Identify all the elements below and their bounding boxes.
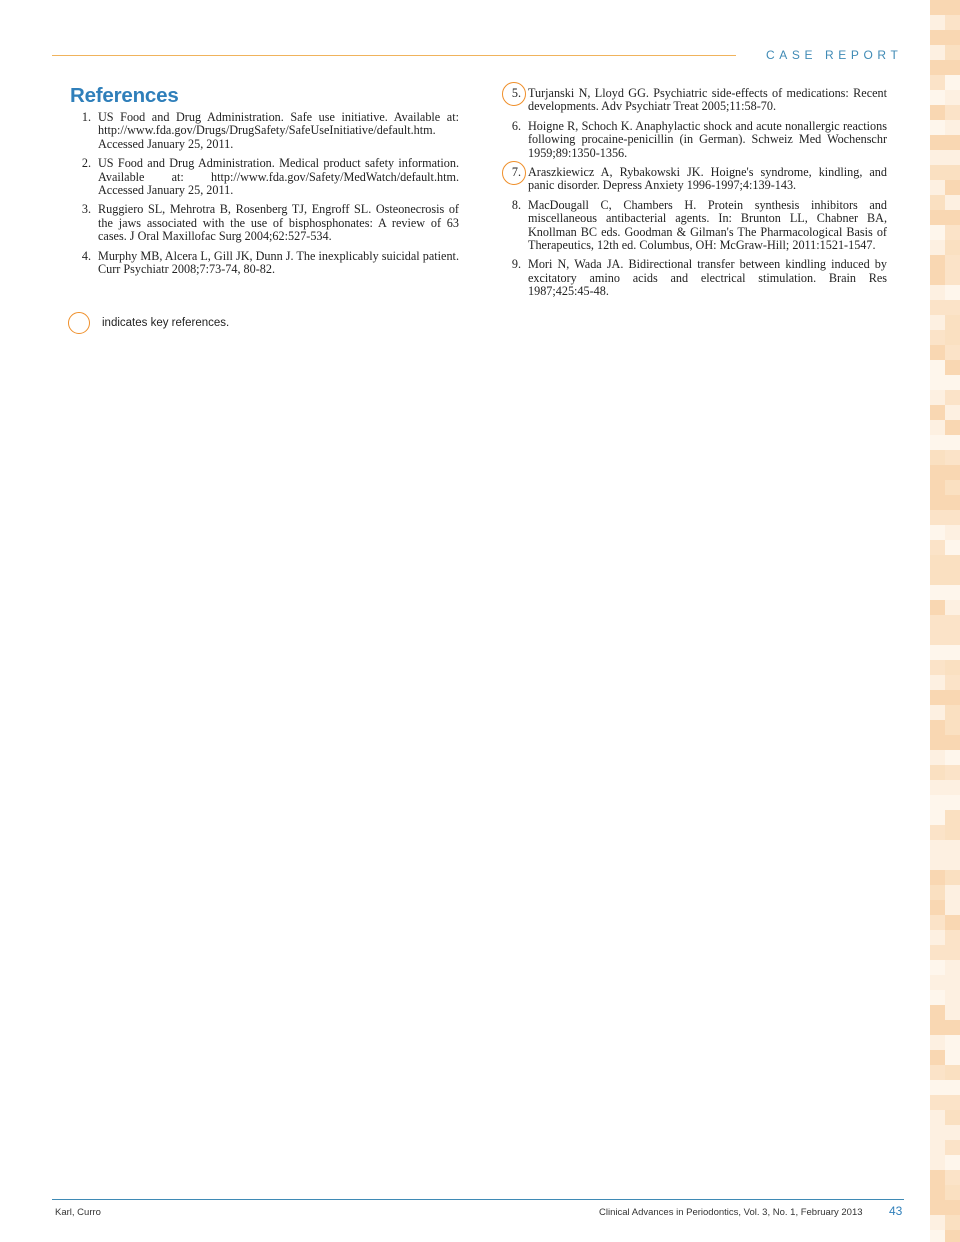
pattern-cell: [945, 1110, 960, 1125]
pattern-cell: [945, 885, 960, 900]
pattern-cell: [930, 0, 945, 15]
pattern-cell: [945, 690, 960, 705]
pattern-cell: [945, 630, 960, 645]
pattern-cell: [930, 1050, 945, 1065]
reference-text: MacDougall C, Chambers H. Protein synthesis inhibitors and miscellaneous antibacterial agents. In: Brunton LL, Chabner BA, Knollman BC eds. Goodman & Gilman's The Pharmacological Basis of Therapeutics, 12th ed. Columbus, OH: McGraw-Hill; 2011:1521-1547.: [528, 197, 887, 253]
pattern-cell: [930, 390, 945, 405]
pattern-cell: [945, 180, 960, 195]
pattern-cell: [945, 1155, 960, 1170]
pattern-cell: [945, 450, 960, 465]
reference-text: Turjanski N, Lloyd GG. Psychiatric side-effects of medications: Recent developments. Adv Psychiatr Treat 2005;11:58-70.: [528, 86, 887, 114]
pattern-cell: [945, 195, 960, 210]
reference-item: [497, 258, 887, 298]
pattern-cell: [930, 555, 945, 570]
pattern-cell: [945, 960, 960, 975]
pattern-cell: [930, 435, 945, 450]
pattern-cell: [930, 720, 945, 735]
pattern-cell: [945, 1140, 960, 1155]
pattern-cell: [945, 870, 960, 885]
pattern-cell: [930, 900, 945, 915]
pattern-cell: [945, 285, 960, 300]
pattern-cell: [945, 75, 960, 90]
reference-item: [497, 120, 887, 160]
pattern-cell: [945, 240, 960, 255]
reference-number: 8.: [511, 197, 521, 212]
pattern-cell: [945, 645, 960, 660]
pattern-cell: [930, 1065, 945, 1080]
pattern-cell: [930, 420, 945, 435]
reference-text: Murphy MB, Alcera L, Gill JK, Dunn J. The inexplicably suicidal patient. Curr Psychiatr 2008;7:73-74, 80-82.: [98, 248, 459, 277]
pattern-cell: [930, 855, 945, 870]
pattern-cell: [930, 195, 945, 210]
pattern-cell: [930, 615, 945, 630]
pattern-cell: [945, 1125, 960, 1140]
reference-text: US Food and Drug Administration. Safe use initiative. Available at: http://www.fda.gov/Drugs/DrugSafety/SafeUseInitiative/default.htm. Accessed January 25, 2011.: [98, 110, 459, 151]
pattern-cell: [945, 420, 960, 435]
pattern-cell: [945, 45, 960, 60]
pattern-cell: [930, 1185, 945, 1200]
pattern-cell: [930, 30, 945, 45]
reference-number: 3.: [81, 202, 91, 217]
pattern-cell: [945, 915, 960, 930]
pattern-cell: [945, 525, 960, 540]
reference-item: [67, 157, 459, 197]
pattern-cell: [930, 375, 945, 390]
pattern-cell: [930, 255, 945, 270]
pattern-cell: [930, 1005, 945, 1020]
reference-number: 6.: [511, 118, 521, 133]
pattern-cell: [945, 810, 960, 825]
pattern-cell: [930, 495, 945, 510]
pattern-cell: [945, 585, 960, 600]
pattern-cell: [930, 135, 945, 150]
pattern-cell: [945, 1185, 960, 1200]
pattern-cell: [930, 1200, 945, 1215]
pattern-cell: [930, 210, 945, 225]
pattern-cell: [945, 120, 960, 135]
pattern-cell: [945, 930, 960, 945]
pattern-cell: [945, 945, 960, 960]
pattern-cell: [945, 30, 960, 45]
pattern-cell: [930, 165, 945, 180]
pattern-cell: [930, 1155, 945, 1170]
pattern-cell: [945, 900, 960, 915]
pattern-cell: [945, 1095, 960, 1110]
pattern-cell: [930, 765, 945, 780]
pattern-cell: [930, 105, 945, 120]
key-reference-number: 7.: [497, 166, 521, 179]
pattern-cell: [945, 390, 960, 405]
pattern-cell: [945, 1080, 960, 1095]
pattern-cell: [930, 660, 945, 675]
pattern-cell: [930, 690, 945, 705]
pattern-cell: [945, 315, 960, 330]
pattern-cell: [945, 330, 960, 345]
pattern-cell: [945, 570, 960, 585]
pattern-cell: [945, 540, 960, 555]
section-label: CASE REPORT: [766, 48, 903, 62]
references-right-column: [497, 87, 887, 305]
pattern-cell: [930, 450, 945, 465]
pattern-cell: [945, 210, 960, 225]
reference-item: [497, 166, 887, 193]
reference-text: US Food and Drug Administration. Medical product safety information. Available at: http://www.fda.gov/Safety/MedWatch/default.htm. Accessed January 25, 2011.: [98, 156, 459, 198]
key-circle-icon: [68, 312, 90, 334]
pattern-cell: [930, 1215, 945, 1230]
pattern-cell: [945, 270, 960, 285]
pattern-cell: [945, 1005, 960, 1020]
reference-text: Araszkiewicz A, Rybakowski JK. Hoigne's syndrome, kindling, and panic disorder. Depress Anxiety 1996-1997;4:139-143.: [528, 165, 887, 193]
reference-text: Mori N, Wada JA. Bidirectional transfer between kindling induced by excitatory amino acids and electrical stimulation. Brain Res 1987;425:45-48.: [528, 257, 887, 299]
pattern-cell: [930, 510, 945, 525]
pattern-cell: [930, 405, 945, 420]
references-heading: References: [70, 84, 179, 107]
pattern-cell: [945, 780, 960, 795]
pattern-cell: [930, 750, 945, 765]
pattern-cell: [930, 345, 945, 360]
pattern-cell: [945, 1035, 960, 1050]
pattern-cell: [945, 1065, 960, 1080]
pattern-cell: [945, 150, 960, 165]
pattern-cell: [930, 795, 945, 810]
footer-rule: [52, 1199, 904, 1200]
pattern-cell: [945, 375, 960, 390]
pattern-cell: [945, 615, 960, 630]
pattern-cell: [930, 630, 945, 645]
key-references-note: [68, 312, 229, 334]
pattern-cell: [930, 705, 945, 720]
pattern-cell: [930, 180, 945, 195]
pattern-cell: [945, 495, 960, 510]
pattern-cell: [930, 810, 945, 825]
reference-number: 4.: [81, 248, 91, 263]
pattern-cell: [945, 360, 960, 375]
pattern-cell: [930, 915, 945, 930]
pattern-cell: [930, 1020, 945, 1035]
pattern-cell: [945, 1170, 960, 1185]
pattern-cell: [945, 1200, 960, 1215]
pattern-cell: [930, 360, 945, 375]
pattern-cell: [930, 600, 945, 615]
pattern-cell: [930, 150, 945, 165]
pattern-cell: [945, 15, 960, 30]
pattern-cell: [945, 975, 960, 990]
pattern-cell: [930, 315, 945, 330]
pattern-cell: [930, 1035, 945, 1050]
decorative-pattern-strip: [930, 0, 960, 1242]
pattern-cell: [930, 225, 945, 240]
pattern-cell: [930, 825, 945, 840]
pattern-cell: [930, 1170, 945, 1185]
reference-text: Ruggiero SL, Mehrotra B, Rosenberg TJ, Engroff SL. Osteonecrosis of the jaws associated with the use of bisphosphonates: A review of 63 cases. J Oral Maxillofac Surg 2004;62:527-534.: [98, 202, 459, 244]
pattern-cell: [930, 675, 945, 690]
pattern-cell: [930, 75, 945, 90]
pattern-cell: [945, 480, 960, 495]
pattern-cell: [930, 240, 945, 255]
pattern-cell: [945, 990, 960, 1005]
pattern-cell: [930, 465, 945, 480]
pattern-cell: [945, 705, 960, 720]
pattern-cell: [945, 750, 960, 765]
pattern-cell: [945, 255, 960, 270]
pattern-cell: [930, 45, 945, 60]
reference-item: [497, 199, 887, 253]
header-rule: [52, 55, 736, 56]
pattern-cell: [930, 15, 945, 30]
pattern-cell: [930, 930, 945, 945]
pattern-cell: [930, 1110, 945, 1125]
pattern-cell: [945, 840, 960, 855]
pattern-cell: [930, 645, 945, 660]
pattern-cell: [930, 90, 945, 105]
pattern-cell: [945, 735, 960, 750]
pattern-cell: [945, 345, 960, 360]
pattern-cell: [945, 105, 960, 120]
pattern-cell: [945, 855, 960, 870]
pattern-cell: [945, 1020, 960, 1035]
pattern-cell: [945, 1230, 960, 1242]
pattern-cell: [945, 600, 960, 615]
pattern-cell: [945, 1050, 960, 1065]
reference-number: 9.: [511, 257, 521, 272]
footer-journal-citation: Clinical Advances in Periodontics, Vol. 3, No. 1, February 2013: [599, 1207, 863, 1218]
pattern-cell: [945, 90, 960, 105]
pattern-cell: [945, 405, 960, 420]
pattern-cell: [930, 975, 945, 990]
pattern-cell: [945, 435, 960, 450]
reference-number: 1.: [81, 110, 91, 124]
pattern-cell: [930, 300, 945, 315]
reference-item: [497, 87, 887, 114]
pattern-cell: [945, 165, 960, 180]
references-left-column: [67, 111, 459, 282]
reference-item: [67, 250, 459, 277]
pattern-cell: [945, 135, 960, 150]
pattern-cell: [930, 960, 945, 975]
pattern-cell: [930, 735, 945, 750]
pattern-cell: [930, 525, 945, 540]
footer-authors: Karl, Curro: [55, 1207, 101, 1218]
pattern-cell: [930, 60, 945, 75]
pattern-cell: [930, 540, 945, 555]
pattern-cell: [945, 300, 960, 315]
pattern-cell: [945, 675, 960, 690]
pattern-cell: [945, 765, 960, 780]
pattern-cell: [930, 1140, 945, 1155]
reference-item: [67, 111, 459, 151]
key-note-text: indicates key references.: [102, 317, 230, 329]
pattern-cell: [930, 570, 945, 585]
pattern-cell: [945, 825, 960, 840]
reference-item: [67, 203, 459, 243]
pattern-cell: [930, 780, 945, 795]
pattern-cell: [945, 1215, 960, 1230]
pattern-cell: [930, 480, 945, 495]
pattern-cell: [945, 555, 960, 570]
reference-text: Hoigne R, Schoch K. Anaphylactic shock and acute nonallergic reactions following procaine-penicillin (in German). Schweiz Med Wochenschr 1959;89:1350-1356.: [528, 118, 887, 160]
pattern-cell: [930, 285, 945, 300]
pattern-cell: [930, 1125, 945, 1140]
key-reference-number: 5.: [497, 87, 521, 100]
pattern-cell: [930, 885, 945, 900]
pattern-cell: [930, 1080, 945, 1095]
pattern-cell: [930, 840, 945, 855]
pattern-cell: [945, 795, 960, 810]
pattern-cell: [930, 1095, 945, 1110]
pattern-cell: [930, 990, 945, 1005]
pattern-cell: [945, 225, 960, 240]
pattern-cell: [945, 0, 960, 15]
pattern-cell: [945, 510, 960, 525]
pattern-cell: [945, 720, 960, 735]
reference-number: 2.: [81, 156, 91, 171]
pattern-cell: [930, 1230, 945, 1242]
page-number: 43: [889, 1204, 903, 1218]
pattern-cell: [945, 660, 960, 675]
pattern-cell: [930, 585, 945, 600]
pattern-cell: [930, 870, 945, 885]
pattern-cell: [930, 120, 945, 135]
pattern-cell: [945, 60, 960, 75]
pattern-cell: [930, 945, 945, 960]
pattern-cell: [930, 270, 945, 285]
pattern-cell: [930, 330, 945, 345]
pattern-cell: [945, 465, 960, 480]
